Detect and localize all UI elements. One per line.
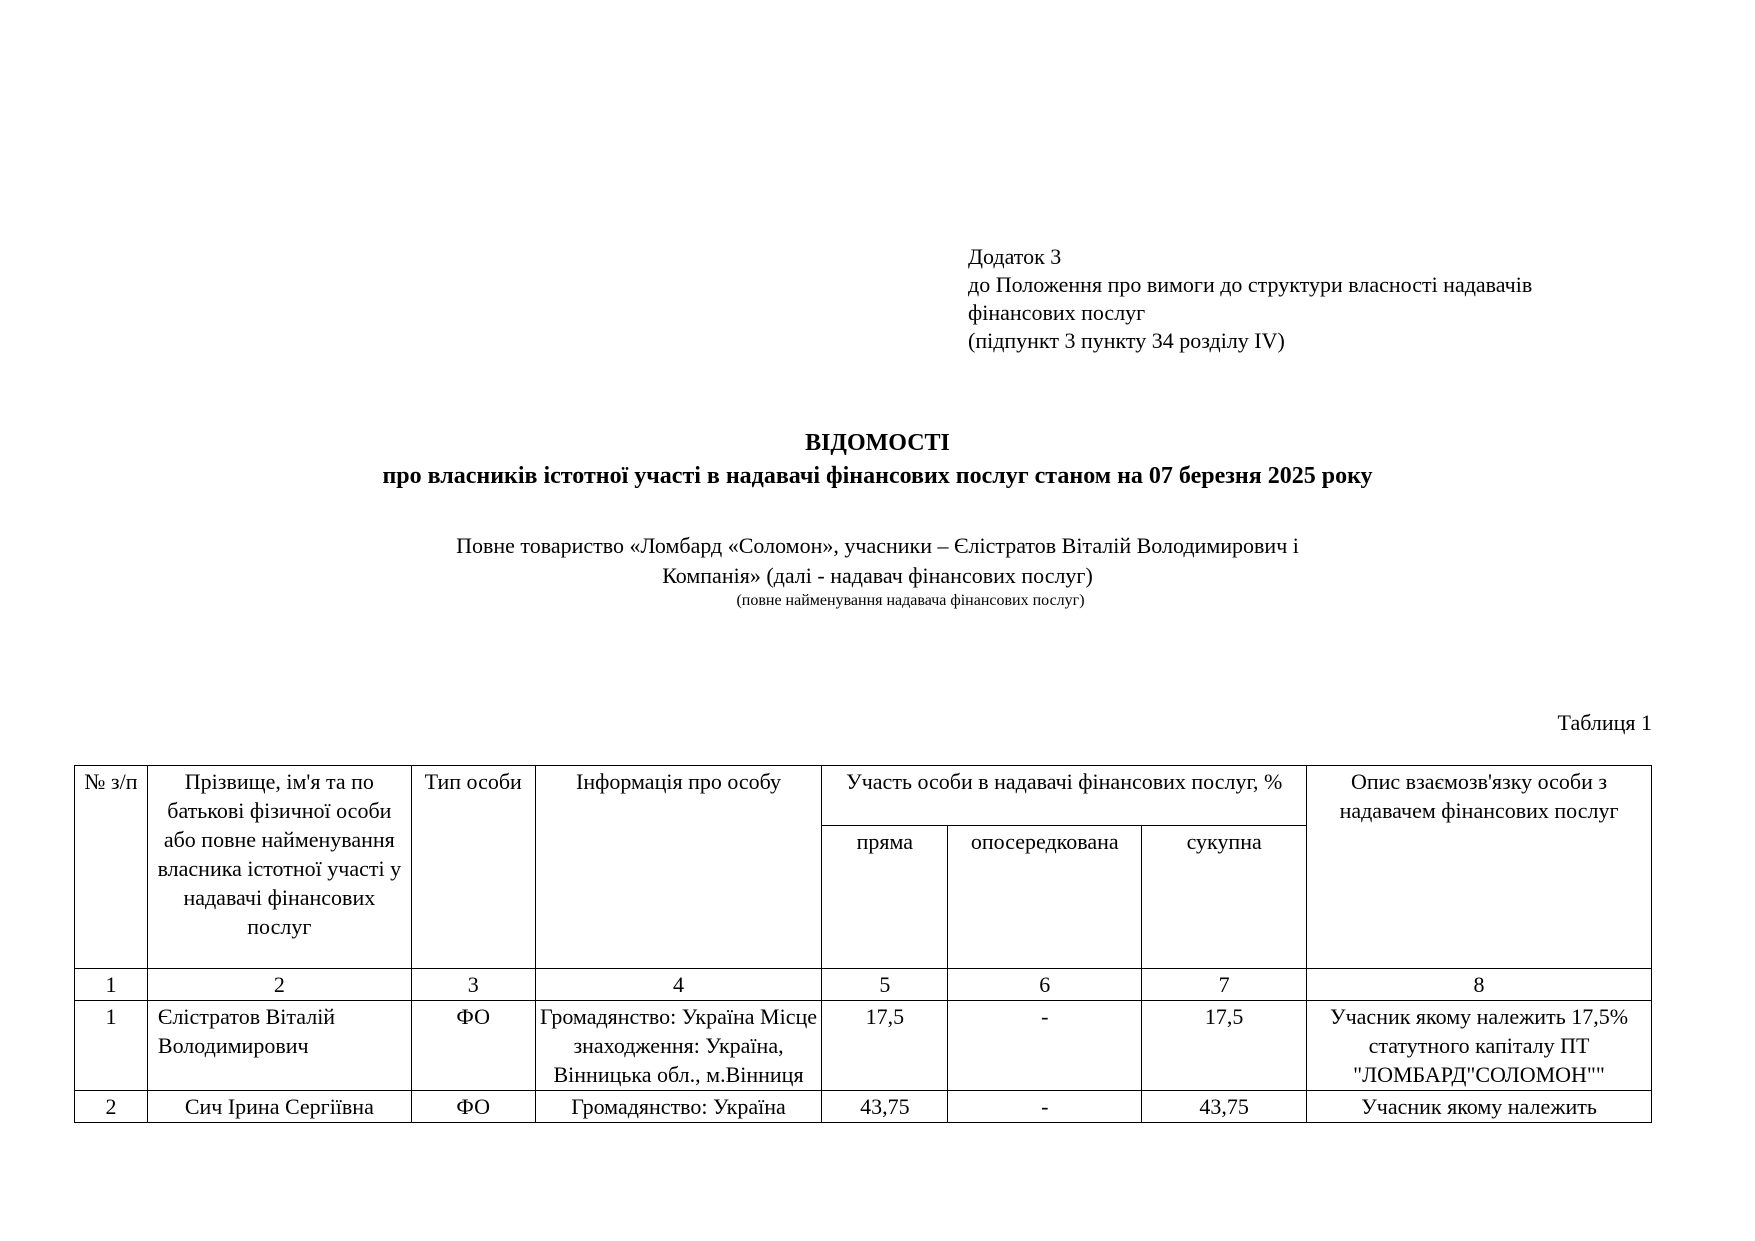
header-total: сукупна: [1142, 826, 1307, 969]
table-row: [75, 1091, 1652, 1123]
header-type: Тип особи: [411, 766, 535, 969]
appendix-line: до Положення про вимоги до структури власності надавачів: [968, 272, 1533, 297]
row-num: 2: [75, 1091, 148, 1123]
header-participation: Участь особи в надавачі фінансових послуг, %: [822, 766, 1307, 826]
row-total: 43,75: [1142, 1091, 1307, 1123]
appendix-line: Додаток 3: [968, 244, 1062, 269]
row-total: 17,5: [1142, 1001, 1307, 1091]
row-relation: Учасник якому належить 17,5% статутного капіталу ПТ "ЛОМБАРД"СОЛОМОН"": [1307, 1001, 1652, 1091]
header-name: Прізвище, ім'я та по батькові фізичної особи або повне найменування власника істотної участі у надавачі фінансових послуг: [147, 766, 411, 969]
table-row: [75, 1001, 1652, 1091]
provider-name-block: [0, 531, 1755, 611]
table-header-row: [75, 766, 1652, 826]
column-number: 6: [948, 969, 1142, 1001]
column-number: 3: [411, 969, 535, 1001]
owners-table: [74, 765, 1652, 1123]
row-type: ФО: [411, 1091, 535, 1123]
row-name: Єлістратов Віталій Володимирович: [147, 1001, 411, 1091]
appendix-note: [968, 243, 1688, 355]
header-info: Інформація про особу: [535, 766, 822, 969]
row-info: Громадянство: Україна Місце знаходження: Україна, Вінницька обл., м.Вінниця: [535, 1001, 822, 1091]
row-type: ФО: [411, 1001, 535, 1091]
header-indirect: опосередкована: [948, 826, 1142, 969]
row-direct: 43,75: [822, 1091, 948, 1123]
table-label: Таблиця 1: [1557, 710, 1652, 735]
column-number: 1: [75, 969, 148, 1001]
provider-name-line: Компанія» (далі - надавач фінансових послуг): [662, 563, 1093, 588]
column-number: 7: [1142, 969, 1307, 1001]
appendix-line: (підпункт 3 пункту 34 розділу IV): [968, 328, 1285, 353]
row-name: Сич Ірина Сергіївна: [147, 1091, 411, 1123]
document-title: [0, 427, 1755, 493]
title-heading: ВІДОМОСТІ: [805, 430, 950, 456]
column-number: 2: [147, 969, 411, 1001]
column-numbers-row: [75, 969, 1652, 1001]
header-direct: пряма: [822, 826, 948, 969]
column-number: 4: [535, 969, 822, 1001]
row-relation: Учасник якому належить: [1307, 1091, 1652, 1123]
header-num: № з/п: [75, 766, 148, 969]
row-indirect: -: [948, 1001, 1142, 1091]
title-subheading: про власників істотної участі в надавачі фінансових послуг станом на 07 березня 2025 року: [382, 463, 1373, 489]
row-info: Громадянство: Україна: [535, 1091, 822, 1123]
row-indirect: -: [948, 1091, 1142, 1123]
header-relation: Опис взаємозв'язку особи з надавачем фінансових послуг: [1307, 766, 1652, 969]
appendix-line: фінансових послуг: [968, 300, 1146, 325]
column-number: 5: [822, 969, 948, 1001]
column-number: 8: [1307, 969, 1652, 1001]
row-direct: 17,5: [822, 1001, 948, 1091]
row-num: 1: [75, 1001, 148, 1091]
provider-name-line: Повне товариство «Ломбард «Соломон», учасники – Єлістратов Віталій Володимирович і: [456, 533, 1299, 558]
provider-name-hint: (повне найменування надавача фінансових послуг): [736, 592, 1085, 609]
